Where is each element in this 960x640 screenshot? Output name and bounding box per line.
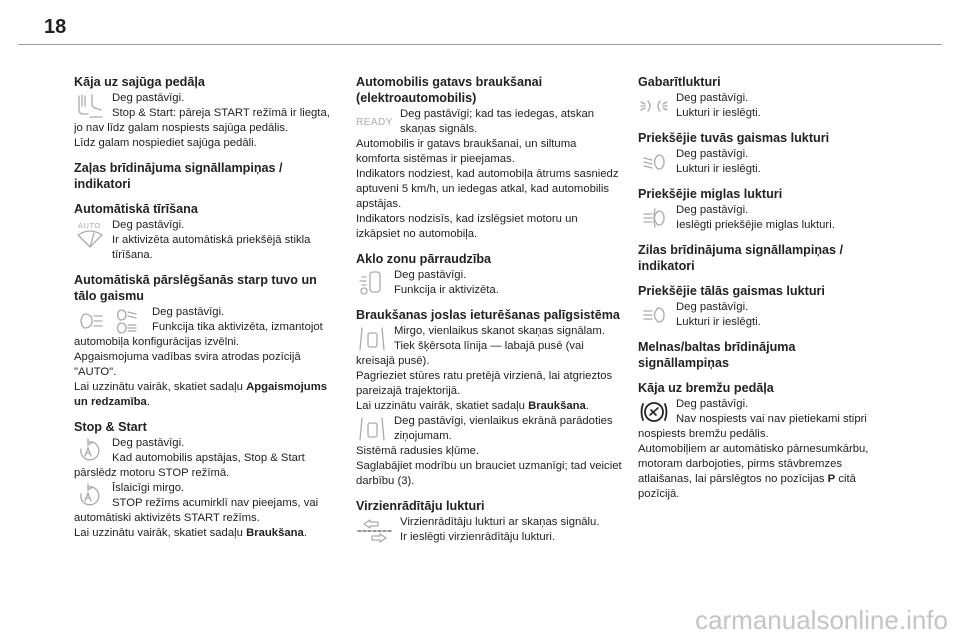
auto-wipe-line2: Ir aktivizēta automātiskā priekšējā stikla tīrīšana. — [112, 234, 311, 261]
front-fog-entry — [638, 203, 883, 233]
lane-keep-b-line2: Sistēmā radusies kļūme. — [356, 445, 480, 457]
column-1 — [74, 74, 336, 550]
turn-signals-line1: Virzienrādītāju lukturi ar skaņas signālu. — [400, 516, 600, 528]
ready-line3: Indikators nodziest, kad automobiļa ātrums sasniedz aptuveni 5 km/h, un iedegas atkal, kad automobilis apstājas. — [356, 168, 619, 210]
stop-start-a-line1: Deg pastāvīgi. — [112, 437, 185, 449]
ready-entry — [356, 107, 622, 242]
dipped-beam-line2: Lukturi ir ieslēgti. — [676, 163, 761, 175]
watermark: carmanualsonline.info — [695, 605, 948, 635]
stop-start-flashing-icon — [74, 482, 106, 510]
ready-title: Automobilis gatavs braukšanai (elektroautomobilis) — [356, 75, 543, 105]
lane-keep-icon — [356, 325, 388, 353]
turn-signals-line2: Ir ieslēgti virzienrādītāju lukturi. — [400, 531, 556, 543]
auto-beam-line4: Lai uzzinātu vairāk, skatiet sadaļu Apgaismojums un redzamība. — [74, 381, 328, 408]
stop-start-reference: Braukšana — [246, 527, 304, 539]
auto-wipe-section — [74, 201, 336, 263]
main-beam-line2: Lukturi ir ieslēgti. — [676, 316, 761, 328]
stop-start-icon — [74, 437, 106, 465]
auto-beam-line1: Deg pastāvīgi. — [152, 306, 225, 318]
stop-start-entry-flashing — [74, 481, 336, 541]
page-number: 18 — [44, 16, 67, 38]
clutch-title: Kāja uz sajūga pedāļa — [74, 75, 205, 89]
page-header — [0, 0, 960, 60]
auto-wipe-entry — [74, 218, 336, 263]
auto-beam-line2: Funkcija tika aktivizēta, izmantojot automobiļa konfigurācijas izvēlni. — [74, 321, 323, 348]
lane-keep-entry-fault — [356, 414, 622, 489]
auto-beam-section — [74, 272, 336, 410]
side-lights-icon — [638, 92, 670, 120]
auto-beam-line3: Apgaismojuma vadības svira atrodas pozīcijā "AUTO". — [74, 351, 301, 378]
lane-keep-b-line3: Saglabājiet modrību un brauciet uzmanīgi; tad veiciet darbību (3). — [356, 460, 622, 487]
lane-keep-section — [356, 307, 622, 489]
dipped-beam-icon — [638, 148, 670, 176]
lane-keep-a-line3: Pagrieziet stūres ratu pretējā virzienā, lai atgrieztos pareizajā trajektorijā. — [356, 370, 613, 397]
blind-spot-title: Aklo zonu pārraudzība — [356, 252, 492, 266]
blind-spot-entry — [356, 268, 622, 298]
front-fog-section — [638, 186, 883, 233]
main-beam-entry — [638, 300, 883, 330]
side-lights-title: Gabarītlukturi — [638, 75, 721, 89]
brake-foot-position-p: P — [827, 473, 836, 485]
clutch-line1: Deg pastāvīgi. — [112, 92, 185, 104]
ready-line2: Automobilis ir gatavs braukšanai, un siltuma komforta sistēmas ir pieejamas. — [356, 138, 577, 165]
green-indicators-heading-block — [74, 160, 336, 192]
bw-indicators-heading-block — [638, 339, 883, 371]
auto-beam-entry — [74, 305, 336, 410]
side-lights-line2: Lukturi ir ieslēgti. — [676, 107, 761, 119]
stop-start-b-line3: Lai uzzinātu vairāk, skatiet sadaļu Braukšana. — [74, 527, 307, 539]
side-lights-line1: Deg pastāvīgi. — [676, 92, 749, 104]
clutch-line3: Līdz galam nospiediet sajūga pedāli. — [74, 137, 257, 149]
ready-section — [356, 74, 622, 242]
dipped-beam-title: Priekšējie tuvās gaismas lukturi — [638, 131, 830, 145]
side-lights-section — [638, 74, 883, 121]
ready-line1: Deg pastāvīgi; kad tas iedegas, atskan skaņas signāls. — [400, 108, 595, 135]
blue-indicators-heading-block — [638, 242, 883, 274]
stop-start-title: Stop & Start — [74, 420, 147, 434]
main-beam-icon — [638, 301, 670, 329]
column-2 — [356, 74, 622, 555]
front-fog-title: Priekšējie miglas lukturi — [638, 187, 783, 201]
brake-foot-title: Kāja uz bremžu pedāļa — [638, 381, 774, 395]
side-lights-entry — [638, 91, 883, 121]
stop-start-b-line2: STOP režīms acumirklī nav pieejams, vai automātiski aktivizēts START režīms. — [74, 497, 319, 524]
auto-wipe-title: Automātiskā tīrīšana — [74, 202, 198, 216]
blind-spot-icon — [356, 269, 388, 297]
brake-foot-line3: Automobiļiem ar automātisko pārnesumkārbu, motoram darbojoties, pirms stāvbremzes atlaišanas, lai pārslēgtos no pozīcijas P citā pozīcijā. — [638, 443, 869, 500]
auto-beam-icon — [74, 306, 146, 334]
clutch-line2: Stop & Start: pāreja START režīmā ir liegta, jo nav līdz galam nospiests sajūga pedālis. — [74, 107, 330, 134]
lane-keep-a-line2: Tiek šķērsota līnija — labajā pusē (vai kreisajā pusē). — [356, 340, 584, 367]
blind-spot-line1: Deg pastāvīgi. — [394, 269, 467, 281]
bw-indicators-heading: Melnas/baltas brīdinājuma signāllampiņas — [638, 340, 796, 370]
stop-start-b-line1: Īslaicīgi mirgo. — [112, 482, 185, 494]
foot-on-brake-icon — [638, 398, 670, 426]
brake-foot-line2: Nav nospiests vai nav pietiekami stipri nospiests bremžu pedālis. — [638, 413, 867, 440]
clutch-entry — [74, 91, 336, 151]
lane-keep-a-line4: Lai uzzinātu vairāk, skatiet sadaļu Braukšana. — [356, 400, 589, 412]
auto-wipe-line1: Deg pastāvīgi. — [112, 219, 185, 231]
stop-start-a-line2: Kad automobilis apstājas, Stop & Start pārslēdz motoru STOP režīmā. — [74, 452, 305, 479]
foot-on-clutch-icon — [74, 92, 106, 120]
brake-foot-line1: Deg pastāvīgi. — [676, 398, 749, 410]
lane-keep-a-line1: Mirgo, vienlaikus skanot skaņas signālam. — [394, 325, 605, 337]
dipped-beam-entry — [638, 147, 883, 177]
brake-foot-section — [638, 380, 883, 502]
main-beam-line1: Deg pastāvīgi. — [676, 301, 749, 313]
ready-icon — [356, 108, 394, 134]
lane-keep-reference: Braukšana — [528, 400, 586, 412]
turn-signals-title: Virzienrādītāju lukturi — [356, 499, 485, 513]
green-indicators-heading: Zaļas brīdinājuma signāllampiņas / indikatori — [74, 161, 283, 191]
front-fog-line2: Ieslēgti priekšējie miglas lukturi. — [676, 219, 835, 231]
blue-indicators-heading: Zilas brīdinājuma signāllampiņas / indikatori — [638, 243, 844, 273]
ready-icon-label: READY — [356, 117, 393, 128]
auto-wipe-icon — [74, 219, 106, 249]
column-3 — [638, 74, 883, 511]
stop-start-section — [74, 419, 336, 541]
lane-keep-title: Braukšanas joslas ieturēšanas palīgsistēma — [356, 308, 620, 322]
turn-signals-section — [356, 498, 622, 546]
dipped-beam-section — [638, 130, 883, 177]
turn-signal-icon — [356, 516, 394, 546]
dipped-beam-line1: Deg pastāvīgi. — [676, 148, 749, 160]
header-divider — [18, 44, 942, 45]
front-fog-icon — [638, 204, 670, 232]
ready-line4: Indikators nodzisīs, kad izslēgsiet motoru un izkāpsiet no automobiļa. — [356, 213, 578, 240]
lane-keep-entry-flashing — [356, 324, 622, 414]
clutch-section — [74, 74, 336, 151]
front-fog-line1: Deg pastāvīgi. — [676, 204, 749, 216]
stop-start-entry-steady — [74, 436, 336, 481]
lane-keep-fault-icon — [356, 415, 388, 443]
blind-spot-line2: Funkcija ir aktivizēta. — [394, 284, 499, 296]
turn-signals-entry — [356, 515, 622, 546]
lane-keep-b-line1: Deg pastāvīgi, vienlaikus ekrānā parādoties ziņojumam. — [394, 415, 613, 442]
blind-spot-section — [356, 251, 622, 298]
brake-foot-entry — [638, 397, 883, 502]
main-beam-title: Priekšējie tālās gaismas lukturi — [638, 284, 825, 298]
auto-beam-title: Automātiskā pārslēgšanās starp tuvo un tālo gaismu — [74, 273, 317, 303]
auto-beam-reference: Apgaismojums un redzamība — [74, 381, 328, 408]
main-beam-section — [638, 283, 883, 330]
auto-wipe-icon-label: AUTO — [78, 221, 101, 230]
